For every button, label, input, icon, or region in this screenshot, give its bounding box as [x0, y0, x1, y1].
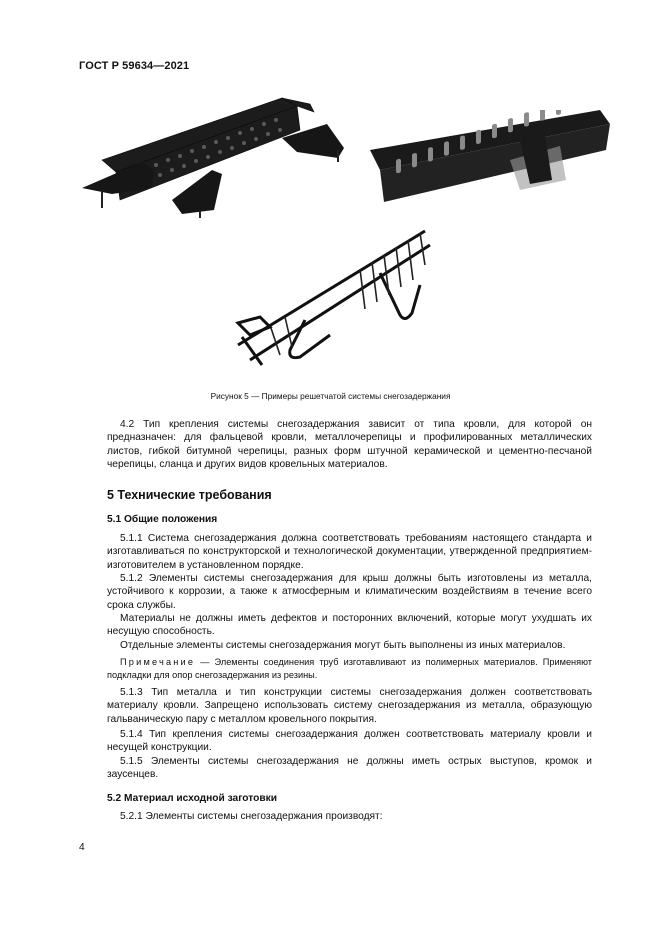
- snow-guard-tubular-image: [230, 225, 435, 375]
- snow-guard-perforated-image: [82, 90, 362, 220]
- note: [107, 656, 592, 681]
- section-5-title: 5 Технические требования: [107, 488, 272, 502]
- paragraph-5-2-1: 5.2.1 Элементы системы снегозадержания производят:: [120, 811, 383, 822]
- paragraph-5-1-3: 5.1.3 Тип металла и тип конструкции системы снегозадержания должен соответствовать материалу кровли. Запрещено использовать систему снегозадержания из металла, образующую гальваническую пару с металлом кровельного покрытия.: [107, 687, 592, 725]
- paragraph-5-1-5: 5.1.5 Элементы системы снегозадержания не должны иметь острых выступов, кромок и заусенцев.: [107, 756, 592, 781]
- document-header: ГОСТ Р 59634—2021: [79, 60, 190, 72]
- paragraph-5-1-4: 5.1.4 Тип крепления системы снегозадержания должен соответствовать материалу кровли и несущей конструкции.: [107, 729, 592, 754]
- snow-guard-slotted-image: [370, 110, 615, 210]
- paragraph-4-2: 4.2 Тип крепления системы снегозадержания зависит от типа кровли, для которой он предназначен: для фальцевой кровли, металлочерепицы и профилированных металлических листов, гибкой битумной черепицы, разных форм штучной керамической и цементно-песчаной черепицы, сланца и других видов кровельных материалов.: [107, 419, 592, 471]
- paragraph-defects: Материалы не должны иметь дефектов и посторонних включений, которые могут ухудшать их несущую способность.: [107, 613, 592, 638]
- paragraph-5-1-1: 5.1.1 Система снегозадержания должна соответствовать требованиям настоящего стандарта и изготавливаться по конструкторской и технологической документации, утвержденной предприятием-изготовителем в установленном порядке.: [107, 533, 592, 571]
- paragraph-5-1-2: 5.1.2 Элементы системы снегозадержания для крыш должны быть изготовлены из металла, устойчивого к коррозии, а также к атмосферным и климатическим воздействиям в течение всего срока службы.: [107, 573, 592, 611]
- note-label: Примечание: [120, 657, 196, 667]
- figure-caption: Рисунок 5 — Примеры решетчатой системы снегозадержания: [210, 391, 451, 401]
- section-5-2-title: 5.2 Материал исходной заготовки: [107, 793, 277, 804]
- page-number: 4: [79, 842, 85, 853]
- note-text: — Элементы соединения труб изготавливают из полимерных материалов. Применяют подкладки для опор снегозадержания из резины.: [107, 657, 592, 680]
- paragraph-other-materials: Отдельные элементы системы снегозадержания могут быть выполнены из иных материалов.: [120, 640, 566, 651]
- section-5-1-title: 5.1 Общие положения: [107, 514, 218, 525]
